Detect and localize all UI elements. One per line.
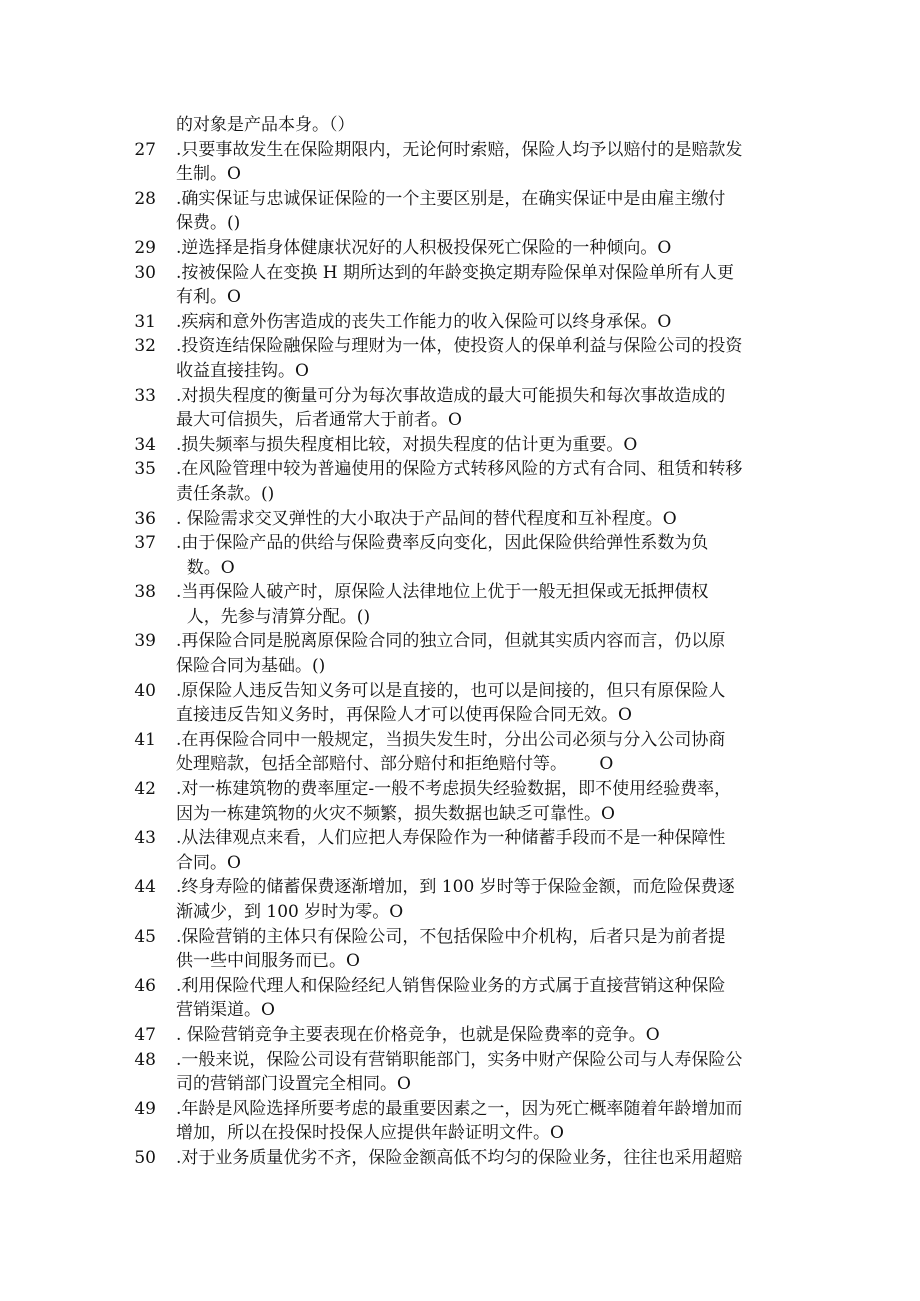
question-text-line: 收益直接挂钩。O xyxy=(176,360,309,381)
question-text-line: .终身寿险的储蓄保费逐渐增加，到 100 岁时等于保险金额，而危险保费逐 xyxy=(176,877,735,898)
question-item xyxy=(128,777,796,826)
question-text-line: .对于业务质量优劣不齐，保险金额高低不均匀的保险业务，往往也采用超赔 xyxy=(176,1147,743,1168)
question-number: 46 xyxy=(134,975,156,996)
question-item xyxy=(128,1146,796,1171)
question-text-line: 人，先参与清算分配。() xyxy=(176,606,371,627)
question-text-line: . 保险营销竞争主要表现在价格竞争，也就是保险费率的竞争。O xyxy=(176,1024,660,1045)
question-number: 38 xyxy=(134,582,156,603)
question-item xyxy=(128,728,796,777)
question-number: 47 xyxy=(134,1024,156,1045)
question-text-line: 有利。O xyxy=(176,287,241,308)
question-number: 45 xyxy=(134,926,156,947)
question-item xyxy=(128,580,796,629)
question-text-line: .确实保证与忠诚保证保险的一个主要区别是，在确实保证中是由雇主缴付 xyxy=(176,188,726,209)
question-number: 35 xyxy=(134,459,156,480)
question-item xyxy=(128,310,796,335)
question-text-line: 营销渠道。O xyxy=(176,1000,275,1021)
question-number: 31 xyxy=(134,311,156,332)
question-item xyxy=(128,1097,796,1146)
question-text-line: .当再保险人破产时，原保险人法律地位上优于一般无担保或无抵押债权 xyxy=(176,582,709,603)
question-number: 39 xyxy=(134,631,156,652)
question-text-line: .利用保险代理人和保险经纪人销售保险业务的方式属于直接营销这种保险 xyxy=(176,975,726,996)
question-item xyxy=(128,974,796,1023)
question-text-line: 增加，所以在投保时投保人应提供年龄证明文件。O xyxy=(176,1123,564,1144)
question-number: 30 xyxy=(134,262,156,283)
question-item xyxy=(128,531,796,580)
question-text-line: .再保险合同是脱离原保险合同的独立合同，但就其实质内容而言，仍以原 xyxy=(176,631,726,652)
question-text-line: 直接违反告知义务时，再保险人才可以使再保险合同无效。O xyxy=(176,705,632,726)
question-item xyxy=(128,261,796,310)
question-text-line: 保险合同为基础。() xyxy=(176,656,326,677)
question-item xyxy=(128,826,796,875)
question-number: 37 xyxy=(134,533,156,554)
question-text-line: .按被保险人在变换 H 期所达到的年龄变换定期寿险保单对保险单所有人更 xyxy=(176,262,735,283)
question-item xyxy=(128,236,796,261)
question-text-line: 生制。O xyxy=(176,164,241,185)
question-number: 50 xyxy=(134,1147,156,1168)
question-number: 40 xyxy=(134,680,156,701)
question-item xyxy=(128,187,796,236)
question-text-line: .由于保险产品的供给与保险费率反向变化，因此保险供给弹性系数为负 xyxy=(176,533,709,554)
question-number: 29 xyxy=(134,237,156,258)
question-number: 42 xyxy=(134,779,156,800)
question-text-line: 保费。() xyxy=(176,213,241,234)
question-text-line: .对损失程度的衡量可分为每次事故造成的最大可能损失和每次事故造成的 xyxy=(176,385,726,406)
question-text-line: .投资连结保险融保险与理财为一体，使投资人的保单利益与保险公司的投资 xyxy=(176,336,743,357)
question-number: 48 xyxy=(134,1049,156,1070)
question-text-line: .在再保险合同中一般规定，当损失发生时，分出公司必须与分入公司协商 xyxy=(176,729,726,750)
question-item xyxy=(128,925,796,974)
question-text-line: 数。O xyxy=(176,557,235,578)
question-number: 27 xyxy=(134,139,156,160)
question-text-line: 因为一栋建筑物的火灾不频繁，损失数据也缺乏可靠性。O xyxy=(176,803,615,824)
question-item xyxy=(128,629,796,678)
question-text-line: 供一些中间服务而已。O xyxy=(176,951,360,972)
question-number xyxy=(128,113,156,138)
question-text-line: 的对象是产品本身。（） xyxy=(176,115,355,135)
question-item xyxy=(128,875,796,924)
question-text-line: .逆选择是指身体健康状况好的人积极投保死亡保险的一种倾向。O xyxy=(176,237,672,258)
question-number: 36 xyxy=(134,508,156,529)
question-text-line: .只要事故发生在保险期限内，无论何时索赔，保险人均予以赔付的是赔款发 xyxy=(176,139,743,160)
question-number: 41 xyxy=(134,729,156,750)
question-text-line: 渐减少，到 100 岁时为零。O xyxy=(176,902,404,922)
question-text-line: 合同。O xyxy=(176,852,241,873)
question-item xyxy=(128,433,796,458)
question-item xyxy=(128,1023,796,1048)
question-text-line: .从法律观点来看，人们应把人寿保险作为一种储蓄手段而不是一种保障性 xyxy=(176,828,726,849)
question-text-line: 责任条款。() xyxy=(176,483,275,504)
question-text-line: .在风险管理中较为普遍使用的保险方式转移风险的方式有合同、租赁和转移 xyxy=(176,459,743,480)
question-list xyxy=(128,113,796,1171)
question-text-line: .保险营销的主体只有保险公司，不包括保险中介机构，后者只是为前者提 xyxy=(176,926,726,947)
question-number: 34 xyxy=(134,434,156,455)
question-text-line: .损失频率与损失程度相比较，对损失程度的估计更为重要。O xyxy=(176,434,638,455)
question-text-line: .对一栋建筑物的费率厘定-一般不考虑损失经验数据，即不使用经验费率， xyxy=(176,779,732,800)
question-item xyxy=(128,334,796,383)
question-item xyxy=(128,507,796,532)
question-number: 32 xyxy=(134,336,156,357)
question-item xyxy=(128,384,796,433)
question-item xyxy=(128,1048,796,1097)
question-text-line: 处理赔款，包括全部赔付、部分赔付和拒绝赔付等。 O xyxy=(176,754,614,775)
question-item xyxy=(128,679,796,728)
question-number: 28 xyxy=(134,188,156,209)
question-text-line: .疾病和意外伤害造成的丧失工作能力的收入保险可以终身承保。O xyxy=(176,311,672,332)
question-text-line: 司的营销部门设置完全相同。O xyxy=(176,1074,411,1095)
question-number: 33 xyxy=(134,385,156,406)
question-item xyxy=(128,138,796,187)
question-text-line: .原保险人违反告知义务可以是直接的，也可以是间接的，但只有原保险人 xyxy=(176,680,726,701)
question-text-line: .年龄是风险选择所要考虑的最重要因素之一，因为死亡概率随着年龄增加而 xyxy=(176,1098,743,1119)
question-item xyxy=(128,113,796,138)
question-number: 44 xyxy=(134,877,156,898)
question-number: 49 xyxy=(134,1098,156,1119)
question-text-line: 最大可信损失，后者通常大于前者。O xyxy=(176,410,462,431)
question-text-line: .一般来说，保险公司设有营销职能部门，实务中财产保险公司与人寿保险公 xyxy=(176,1049,743,1070)
question-text-line: . 保险需求交叉弹性的大小取决于产品间的替代程度和互补程度。O xyxy=(176,508,677,529)
question-item xyxy=(128,457,796,506)
question-number: 43 xyxy=(134,828,156,849)
